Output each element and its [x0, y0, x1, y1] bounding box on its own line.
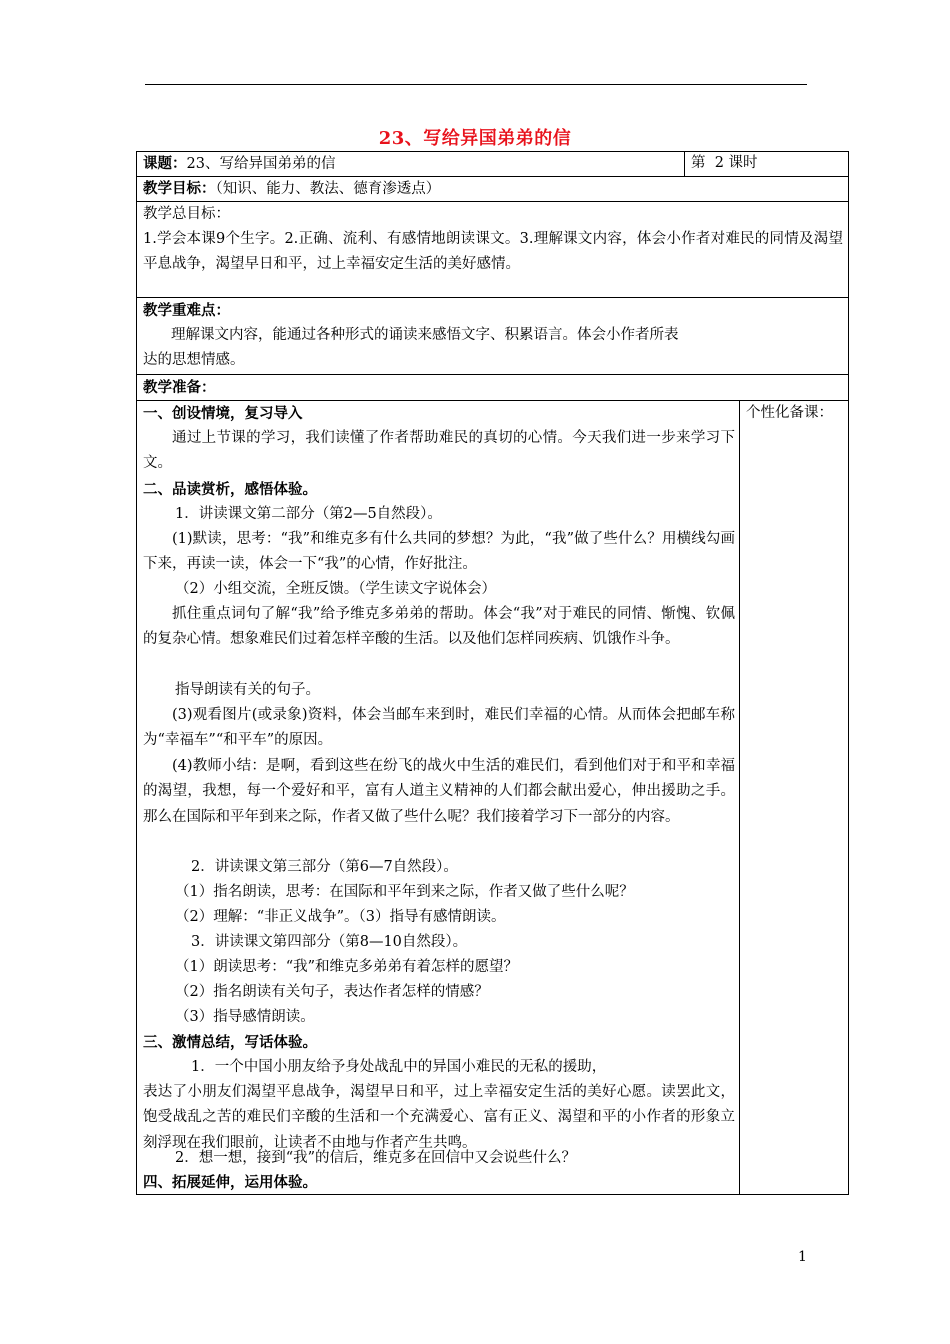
section-3-paragraph-2: 2．想一想，接到“我”的信后，维克多在回信中又会说些什么？ — [175, 1150, 577, 1166]
section-2-item-2b: （2）理解：“非正义战争”。（3）指导有感情朗读。 — [175, 909, 506, 925]
section-2-item-3: 3．讲读课文第四部分（第8—10自然段）。 — [191, 934, 468, 950]
header-rule — [145, 84, 807, 85]
section-2-item-3b: （2）指名朗读有关句子，表达作者怎样的情感？ — [175, 984, 489, 1000]
section-4-heading: 四、拓展延伸，运用体验。 — [143, 1174, 317, 1191]
topic-row — [143, 151, 335, 177]
topic-text: 23、写给异国弟弟的信 — [186, 156, 336, 172]
section-1-heading: 一、创设情境，复习导入 — [143, 405, 303, 422]
key-points-line-1: 理解课文内容，能通过各种形式的诵读来感悟文字、积累语言。体会小作者所表 — [171, 327, 679, 343]
section-2-item-1e: (3)观看图片(或录象)资料，体会当邮车来到时，难民们幸福的心情。从而体会把邮车称为“幸福车”“和平车”的原因。 — [143, 707, 735, 749]
section-2-item-1c: 抓住重点词句了解“我”给予维克多弟弟的帮助。体会“我”对于难民的同情、惭愧、钦佩的复杂心情。想象难民们过着怎样辛酸的生活。以及他们怎样同疾病、饥饿作斗争。 — [143, 606, 735, 648]
preparation-label: 教学准备： — [143, 379, 216, 396]
section-2-item-2a: （1）指名朗读，思考：在国际和平年到来之际，作者又做了些什么呢？ — [175, 884, 634, 900]
section-2-item-1d: 指导朗读有关的句子。 — [175, 682, 320, 698]
overall-goals-text: 1.学会本课9个生字。2.正确、流利、有感情地朗读课文。3.理解课文内容，体会小作者对难民的同情及渴望平息战争，渴望早日和平，过上幸福安定生活的美好感情。 — [143, 231, 843, 273]
overall-goals-label: 教学总目标： — [143, 206, 230, 222]
section-2-item-3c: （3）指导感情朗读。 — [175, 1009, 315, 1025]
section-3-heading: 三、激情总结，写话体验。 — [143, 1034, 317, 1051]
section-2-item-2: 2．讲读课文第三部分（第6—7自然段）。 — [191, 859, 458, 875]
topic-label: 课题： — [143, 155, 187, 172]
section-2-heading: 二、品读赏析，感悟体验。 — [143, 481, 317, 498]
document-title: 23、写给异国弟弟的信 — [378, 128, 572, 149]
section-3-paragraph-1-lead: 1．一个中国小朋友给予身处战乱中的异国小难民的无私的援助， — [191, 1059, 607, 1075]
section-2-item-1b: （2）小组交流，全班反馈。（学生读文字说体会） — [175, 581, 496, 597]
section-3-paragraph-1: 表达了小朋友们渴望平息战争，渴望早日和平，过上幸福安定生活的美好心愿。读罢此文，饱受战乱之苦的难民们辛酸的生活和一个充满爱心、富有正义、渴望和平的小作者的形象立刻浮现在我们眼前，让读者不由地与作者产生共鸣。 — [143, 1084, 735, 1151]
row-divider — [136, 297, 849, 298]
page-number: 1 — [798, 1249, 807, 1265]
key-points-line-2: 达的思想情感。 — [143, 352, 245, 368]
section-2-item-1: 1．讲读课文第二部分（第2—5自然段）。 — [175, 506, 442, 522]
section-2-item-1a: (1)默读，思考：“我”和维克多有什么共同的梦想？为此，“我”做了些什么？用横线勾画下来，再读一读，体会一下“我”的心情，作好批注。 — [143, 531, 735, 573]
column-divider — [684, 151, 685, 176]
section-2-item-1f: (4)教师小结：是啊，看到这些在纷飞的战火中生活的难民们，看到他们对于和平和幸福的渴望，我想，每一个爱好和平，富有人道主义精神的人们都会献出爱心，伸出援助之手。那么在国际和平年到来之际，作者又做了些什么呢？我们接着学习下一部分的内容。 — [143, 758, 735, 825]
key-points-label: 教学重难点： — [143, 302, 230, 319]
lesson-period: 第 2 课时 — [691, 155, 758, 171]
column-divider — [739, 400, 740, 1195]
goals-label: 教学目标： — [143, 180, 216, 197]
goals-note: （知识、能力、教法、德育渗透点） — [215, 181, 441, 197]
goals-row — [143, 176, 440, 202]
row-divider — [136, 374, 849, 375]
section-2-item-3a: （1）朗读思考：“我”和维克多弟弟有着怎样的愿望？ — [175, 959, 519, 975]
personalized-prep-label: 个性化备课： — [746, 405, 833, 421]
section-1-paragraph: 通过上节课的学习，我们读懂了作者帮助难民的真切的心情。今天我们进一步来学习下文。 — [143, 430, 735, 472]
